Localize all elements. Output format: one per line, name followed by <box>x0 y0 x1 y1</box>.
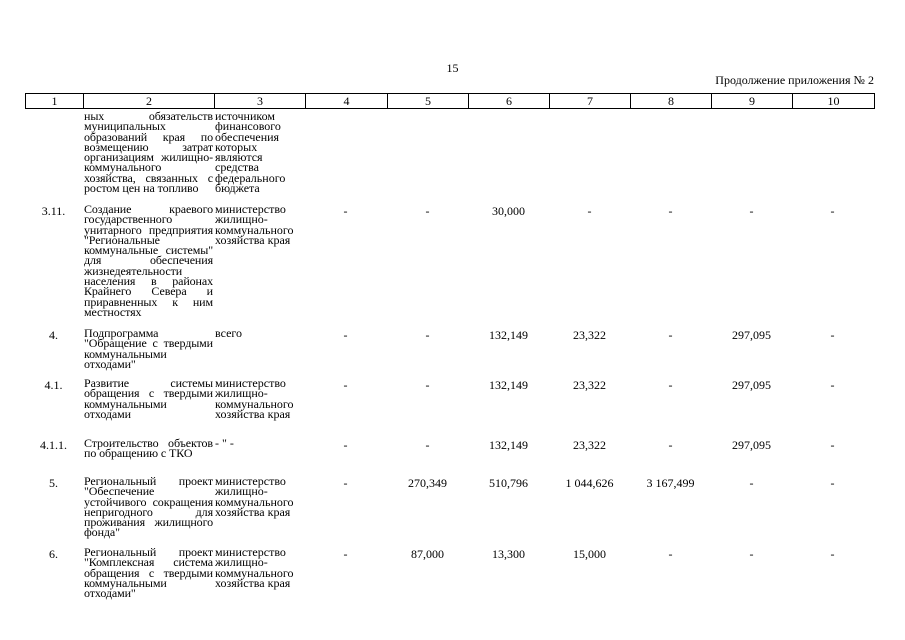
row-value-col8: - <box>668 547 673 561</box>
row-value-col5: 270,349 <box>408 476 447 490</box>
page-number: 15 <box>446 61 459 75</box>
row-responsible: источником финансового обеспечения которых являются средства федерального бюджета <box>215 109 286 196</box>
row-value-col6: 13,300 <box>492 547 525 561</box>
col-header-1: 1 <box>26 94 84 108</box>
col-header-10: 10 <box>827 94 840 108</box>
row-number: 5. <box>49 476 58 490</box>
col-header-8: 8 <box>631 94 712 108</box>
row-value-col5: - <box>425 328 430 342</box>
col-header-6: 6 <box>469 94 550 108</box>
row-value-col6: 510,796 <box>489 476 528 490</box>
row-number: 6. <box>49 547 58 561</box>
row-responsible: министерство жилищно-коммунального хозяйства края <box>215 376 294 421</box>
row-description: Развитие системы обращения с твердыми коммунальными отходами <box>84 376 213 421</box>
row-value-col9: 297,095 <box>732 378 771 392</box>
row-value-col4: - <box>343 328 348 342</box>
row-value-col4: - <box>343 438 348 452</box>
row-description: Подпрограмма "Обращение с твердыми коммунальными отходами" <box>84 326 213 371</box>
row-value-col5: - <box>425 438 430 452</box>
row-value-col9: 297,095 <box>732 438 771 452</box>
row-value-col9: - <box>749 476 754 490</box>
row-value-col7: - <box>587 204 592 218</box>
row-value-col5: - <box>425 204 430 218</box>
row-value-col6: 30,000 <box>492 204 525 218</box>
col-header-2: 2 <box>84 94 215 108</box>
row-responsible: министерство жилищно-коммунального хозяйства края <box>215 474 294 519</box>
row-value-col10: - <box>830 378 835 392</box>
row-value-col9: 297,095 <box>732 328 771 342</box>
row-value-col8: 3 167,499 <box>646 476 695 490</box>
col-header-4: 4 <box>306 94 388 108</box>
row-value-col5: 87,000 <box>411 547 444 561</box>
row-value-col8: - <box>668 328 673 342</box>
row-value-col7: 23,322 <box>573 328 606 342</box>
row-value-col10: - <box>830 204 835 218</box>
continuation-caption: Продолжение приложения № 2 <box>715 73 874 87</box>
col-header-5: 5 <box>388 94 469 108</box>
row-value-col4: - <box>343 204 348 218</box>
col-header-9: 9 <box>712 94 793 108</box>
row-value-col9: - <box>749 547 754 561</box>
row-value-col7: 1 044,626 <box>565 476 614 490</box>
row-value-col6: 132,149 <box>489 328 528 342</box>
row-value-col10: - <box>830 438 835 452</box>
row-number: 3.11. <box>41 204 66 218</box>
row-value-col10: - <box>830 328 835 342</box>
table-header <box>25 93 875 109</box>
col-header-3: 3 <box>215 94 306 108</box>
row-value-col10: - <box>830 476 835 490</box>
row-description: Создание краевого государственного унитарного предприятия "Региональные коммунальные системы" для обеспечения жизнедеятельности населения в районах Крайнего Севера и приравненных к ним местностях <box>84 202 213 319</box>
row-description: Региональный проект "Обеспечение устойчивого сокращения непригодного для проживания жилищного фонда" <box>84 474 213 540</box>
row-description: Строительство объектов по обращению с ТКО <box>84 436 213 461</box>
row-value-col9: - <box>749 204 754 218</box>
row-description: ных обязательств муниципальных образований края по возмещению затрат организациям жилищно-коммунального хозяйства, связанных с ростом цен на топливо <box>84 109 213 196</box>
row-number: 4. <box>49 328 58 342</box>
row-responsible: - " - <box>215 436 234 450</box>
row-value-col8: - <box>668 378 673 392</box>
row-value-col4: - <box>343 476 348 490</box>
col-header-7: 7 <box>550 94 631 108</box>
row-responsible: министерство жилищно-коммунального хозяйства края <box>215 545 294 590</box>
row-description: Региональный проект "Комплексная система обращения с твердыми коммунальными отходами" <box>84 545 213 601</box>
row-value-col10: - <box>830 547 835 561</box>
row-value-col5: - <box>425 378 430 392</box>
row-responsible: министерство жилищно-коммунального хозяйства края <box>215 202 294 247</box>
row-value-col7: 23,322 <box>573 378 606 392</box>
row-number: 4.1. <box>44 378 63 392</box>
row-responsible: всего <box>215 326 243 340</box>
row-value-col7: 23,322 <box>573 438 606 452</box>
row-value-col4: - <box>343 378 348 392</box>
row-value-col6: 132,149 <box>489 438 528 452</box>
row-value-col7: 15,000 <box>573 547 606 561</box>
row-value-col6: 132,149 <box>489 378 528 392</box>
row-value-col4: - <box>343 547 348 561</box>
row-value-col8: - <box>668 204 673 218</box>
row-value-col8: - <box>668 438 673 452</box>
row-number: 4.1.1. <box>40 438 67 452</box>
